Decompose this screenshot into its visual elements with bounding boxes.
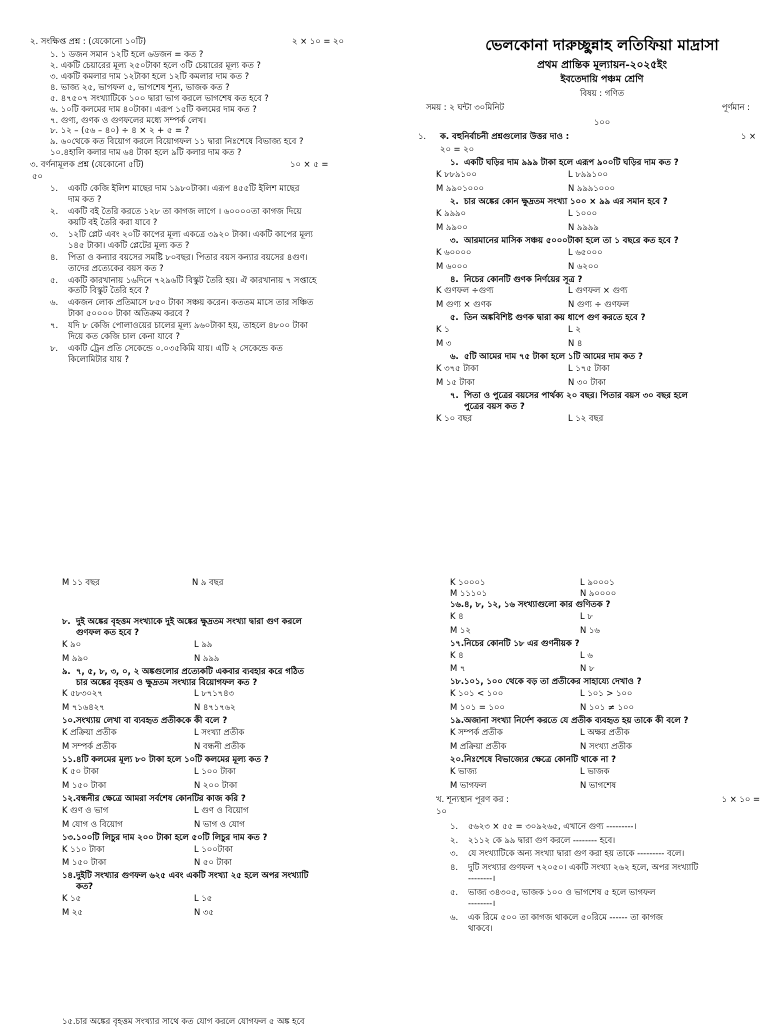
question-number: ৭.: [50, 320, 59, 331]
time-marks-row: [418, 102, 756, 114]
question-text-cont: তাদের প্রত্যেকের বয়স কত ?: [68, 262, 164, 273]
question-number: ২.: [50, 205, 59, 216]
question-text: একটি বই তৈরি করতে ১২৮ তা কাগজ লাগে । ৬০০০০তা কাগজ দিয়ে: [68, 205, 302, 216]
mcq-question: [450, 312, 756, 323]
question-text-cont: কয়টি বই তৈরি করা যাবে ?: [68, 216, 158, 227]
mcq-marks: ১ ×: [740, 131, 756, 142]
question-text: আরমানের মাসিক সঞ্চয় ৫০০০টাকা হলে তা ১ বছরে কত হবে ?: [464, 234, 679, 245]
question-number: ১৯.: [450, 715, 465, 726]
question-number: ৮.: [62, 615, 71, 626]
question-number: ৫.: [50, 274, 59, 285]
question-number: ৭.: [450, 389, 459, 400]
question-text: দুই অঙ্কের বৃহত্তম সংখ্যাকে দুই অঙ্কের ক্ষুদ্রতম সংখ্যা দ্বারা গুণ করলে: [76, 615, 302, 626]
fill-blank-list: [450, 821, 760, 934]
question-number: ১৩.: [62, 831, 77, 842]
question-text: যদি ৮ কেজি পোলাওয়ের চালের মূল্য ৯৬০টাকা হয়, তাহলে ৪৮০০ টাকা: [68, 320, 308, 331]
option-n: N ৯৯৯১০০০: [568, 183, 616, 194]
question-text: ২১১২ কে ৯৯ দ্বারা গুণ করলে -------- হবে।: [468, 834, 616, 845]
question-number: ৪.: [450, 862, 459, 873]
cut-off-question: ১৫.চার অঙ্কের বৃহত্তম সংখ্যার সাথে কত যোগ করলে যোগফল ৫ অঙ্ক হবে: [62, 1016, 305, 1026]
mcq-item: [450, 638, 760, 675]
mcq-options: [450, 688, 760, 713]
left-top-column: [30, 36, 360, 366]
institute-title: ভেলকোনা দারুচ্ছুন্নাহ লতিফিয়া মাদ্রাসা: [485, 36, 719, 54]
option-k: K ১৫: [62, 893, 82, 904]
descriptive-item: [50, 206, 360, 228]
option-l: L ১২ বছর: [568, 412, 604, 423]
descriptive-list: [50, 183, 360, 365]
question-text-cont: টাকা ৫০০০০ টাকা অতিক্রম করবে ?: [68, 308, 190, 319]
short-question-item: ১০.৪হালি কলার দাম ৬৪ টাকা হলে ৯টি কলার দাম কত ?: [50, 147, 242, 158]
question-text: যে সংখ্যাটিকে অন্য সংখ্যা দ্বারা গুণ করা হয় তাকে --------- বলে।: [468, 848, 685, 859]
mcq-question: [450, 157, 756, 168]
option-m: M গুণ্য × গুণক: [436, 299, 492, 310]
option-l: L ১০১ > ১০০: [580, 688, 633, 699]
option-m: M ২৫: [62, 907, 83, 918]
question-text: একটি ট্রেন প্রতি সেকেন্ডে ০.০৩৫কিমি যায়। এটি ২ সেকেন্ডে কত: [68, 343, 283, 354]
option-k: K ৯০: [62, 638, 82, 649]
option-m: M ১৫০ টাকা: [62, 857, 107, 868]
option-m: M ৯৯০১০০০: [436, 183, 484, 194]
class-title: ইবতেদায়ি পঞ্চম শ্রেণি: [560, 74, 644, 86]
mcq-item: [436, 157, 756, 194]
mcq-options: [436, 324, 756, 349]
mcq-options: [62, 688, 362, 713]
option-m: M ১২: [450, 624, 471, 635]
question-text: একটি কারখানায় ১৬দিনে ৭২৯৬টি বিস্কুট তৈরি হয়। ঐ কারখানায় ৭ সপ্তাহে: [68, 274, 317, 285]
option-m: M ৭: [450, 663, 466, 674]
carry-options: [62, 577, 362, 588]
option-k: K ৪: [450, 610, 464, 621]
option-n: N ৯৯৯: [194, 652, 220, 663]
question-number: ১.: [450, 157, 459, 168]
mcq-item: [436, 196, 756, 233]
option-n: N ভাগ ও যোগ: [194, 818, 245, 829]
descriptive-item: [50, 297, 360, 319]
question-number: ৩.: [450, 848, 459, 859]
option-n: N ৯ বছর: [192, 577, 224, 587]
question-number: ১.: [50, 183, 59, 194]
mcq-question: [62, 666, 362, 677]
mcq-item: [62, 832, 362, 869]
option-n: N ৮: [580, 663, 595, 674]
option-n: N ৯০০০০: [580, 587, 617, 598]
mcq-options: [450, 727, 760, 752]
mcq-question: [450, 196, 756, 207]
question-number: ৪.: [450, 273, 459, 284]
question-text-cont: ১৪৫ টাকা। একটি প্লেটের মূল্য কত ?: [68, 239, 190, 250]
option-k: K ৫৮৩০২৭: [62, 688, 103, 699]
option-m: M ৭১৬৪২৭: [62, 702, 105, 713]
question-number: ২.: [450, 196, 459, 207]
mcq-item: [436, 312, 756, 349]
short-question-item: ৭. গুণ্য, গুণক ও গুণফলের মধ্যে সম্পর্ক লেখ।: [50, 114, 207, 125]
option-m: M ৯৯০: [62, 652, 89, 663]
mcq-options: [62, 639, 362, 664]
mcq-question: [62, 793, 362, 804]
option-k: K ৪: [450, 649, 464, 660]
option-l: L ৬: [580, 649, 593, 660]
right-top-column: [418, 36, 756, 426]
short-question-item: ৮. ১২ – (৫৬ – ৪০) ÷ ৪ × ২ + ৫ = ?: [50, 125, 190, 136]
option-l: L সংখ্যা প্রতীক: [194, 727, 245, 738]
mcq-item: [62, 793, 362, 830]
mcq-options: [62, 844, 362, 869]
option-m: M ১১১০১: [450, 587, 488, 598]
question-text-cont: পুত্রের বয়স কত ?: [464, 400, 525, 411]
question-text-cont: কিলোমিটার যায় ?: [68, 353, 129, 364]
mcq-options: [436, 413, 756, 424]
fill-blank-item: [450, 821, 760, 832]
descriptive-item: [50, 252, 360, 274]
option-k: K সম্পর্ক প্রতীক: [450, 727, 503, 738]
mcq-list: [436, 157, 756, 423]
question-text-cont: দাম কত ?: [68, 194, 102, 205]
option-l: L ৯০০০১: [580, 577, 615, 587]
option-l: L ১০০টাকা: [194, 843, 233, 854]
fill-blank-item: [450, 887, 760, 909]
subject-label: বিষয় : গণিত: [580, 88, 624, 99]
question-number: ২.: [450, 834, 459, 845]
question-text: অজানা সংখ্যা নির্দেশ করতে যে প্রতীক ব্যবহৃত হয় তাকে কী বলে ?: [464, 715, 689, 726]
full-marks-value: ১০০: [593, 117, 611, 128]
question-text: নিচের কোনটি ১৮ এর গুণনীয়ক ?: [464, 637, 580, 648]
option-m: M ১০১ = ১০০: [450, 702, 505, 713]
option-l: L ১৫: [194, 893, 213, 904]
question-text: ৫টি আমের দাম ৭৫ টাকা হলে ১টি আমের দাম কত ?: [464, 351, 643, 362]
question-text: ৫৬২৩ × ৫৫ = ৩০৯২৬৫, এখানে গুণ্য ---------।: [468, 820, 637, 831]
option-m: M ৬০০০: [436, 260, 468, 271]
question-text: তিন অঙ্কবিশিষ্ট গুণক দ্বারা কয় ধাপে গুণ করতে হবে ?: [464, 312, 646, 323]
mcq-options: [62, 893, 362, 918]
question-text: সংখ্যায় লেখা বা ব্যবহৃত প্রতীককে কী বলে ?: [76, 715, 228, 726]
option-m: M ভাগফল: [450, 779, 487, 790]
fill-blank-marks-cont: ১০: [436, 805, 447, 816]
short-question-title: ২. সংক্ষিপ্ত প্রশ্ন : (যেকোনো ১০টি): [30, 36, 147, 46]
option-l: L ২: [568, 324, 581, 335]
option-m: M ১৫ টাকা: [436, 376, 475, 387]
descriptive-heading: [30, 159, 360, 171]
option-l: L ৯৯: [194, 638, 213, 649]
question-text-cont: --------।: [468, 898, 496, 909]
option-n: N ৬২০০: [568, 260, 599, 271]
question-number: ১৬.: [450, 598, 465, 609]
question-text: ৪, ৮, ১২, ১৬ সংখ্যাগুলো কার গুণিতক ?: [464, 598, 611, 609]
carry-options-right: [450, 577, 760, 599]
question-number: ৬.: [450, 351, 459, 362]
mcq-options: [62, 766, 362, 791]
question-number: ৬.: [50, 297, 59, 308]
question-text: বন্ধনীর ক্ষেত্রে আমরা সর্বশেষ কোনটির কাজ করি ?: [76, 792, 246, 803]
question-text: ভাজ্য ৩৪৩০৫, ভাজক ১০০ ও ভাগশেষ ৫ হলে ভাগফল: [468, 887, 656, 898]
mcq-options: [436, 169, 756, 194]
option-m: M যোগ ও বিয়োগ: [62, 818, 123, 829]
mcq-list-left: [62, 616, 362, 918]
option-n: N ৩০ টাকা: [568, 376, 606, 387]
mcq-marks-cont: ২০ = ২০: [440, 144, 475, 155]
mcq-item: [62, 870, 362, 918]
short-question-item: ৩. একটি কমলার দাম ১২টাকা হলে ১২টি কমলার দাম কত ?: [50, 70, 250, 81]
option-n: N ১৬: [580, 624, 600, 635]
option-k: K ৯৯৯০: [436, 207, 466, 218]
fill-blank-item: [450, 835, 760, 846]
option-m: M ১৫০ টাকা: [62, 779, 107, 790]
option-n: N ভাগশেষ: [580, 779, 617, 790]
descriptive-item: [50, 229, 360, 251]
descriptive-title: ৩. বর্ণনামূলক প্রশ্ন (যেকোনো ৫টি): [30, 159, 144, 170]
option-l: L ১০০০: [568, 207, 598, 218]
question-number: ১৪.: [62, 870, 77, 881]
mcq-question: [450, 638, 760, 649]
mcq-options: [436, 285, 756, 310]
question-text: একটি কেজি ইলিশ মাছের দাম ১৯৮০টাকা। এরূপ ৪৫৫টি ইলিশ মাছের: [68, 183, 300, 194]
mcq-options: [436, 363, 756, 388]
option-l: L গুণ ও বিয়োগ: [194, 804, 249, 815]
option-m: M সম্পর্ক প্রতীক: [62, 741, 117, 752]
fill-blank-item: [450, 848, 760, 859]
question-text-cont: --------।: [468, 873, 496, 884]
fill-blank-heading: [436, 794, 760, 806]
question-text-cont: কতটি বিস্কুট তৈরি হবে ?: [68, 285, 149, 296]
mcq-item: [436, 389, 756, 424]
option-k: K ৫০ টাকা: [62, 765, 99, 776]
short-question-item: ২. একটি চেয়ারের মূল্য ২৫০টাকা হলে ৩টি চেয়ারের মূল্য কত ?: [50, 59, 261, 70]
option-n: N ৫০ টাকা: [194, 857, 232, 868]
question-number: ৩.: [450, 234, 459, 245]
question-number: ৫.: [450, 312, 459, 323]
mcq-question: [450, 390, 756, 401]
mcq-question: [62, 870, 362, 881]
question-text: একটি ঘড়ির দাম ৯৯৯ টাকা হলে এরূপ ৯০০টি ঘড়ির দাম কত ?: [464, 157, 679, 168]
option-m: M ১১ বছর: [62, 577, 100, 587]
short-question-item: ৪. ভাজ্য ২৫, ভাগফল ৫, ভাগশেষ শূন্য, ভাজক কত ?: [50, 81, 230, 92]
question-text: নিঃশেষে বিভাজ্যের ক্ষেত্রে কোনটি থাকে না ?: [464, 753, 616, 764]
question-number: ৫.: [450, 887, 459, 898]
short-question-marks: ২ × ১০ = ২০: [292, 36, 344, 46]
descriptive-item: [50, 275, 360, 297]
mcq-item: [450, 599, 760, 636]
option-k: K ভাজ্য: [450, 765, 477, 776]
mcq-item: [62, 715, 362, 752]
mcq-question: [450, 235, 756, 246]
descriptive-item: [50, 183, 360, 205]
descriptive-marks-cont: ৫০: [32, 171, 43, 182]
question-number: ৯.: [62, 665, 71, 676]
question-text-cont: গুণফল কত হবে ?: [76, 626, 140, 637]
mcq-item: [62, 754, 362, 791]
mcq-question: [450, 274, 756, 285]
mcq-item: [62, 616, 362, 664]
question-number: ১৮.: [450, 676, 465, 687]
question-number: ১২.: [62, 792, 77, 803]
option-k: K ১: [436, 324, 450, 335]
question-text: দুইটি সংখ্যার গুণফল ৬২৫ এবং একটি সংখ্যা ২৫ হলে অপর সংখ্যাটি: [76, 870, 309, 881]
question-number: ৮.: [50, 343, 59, 354]
option-k: K গুণ ও ভাগ: [62, 804, 109, 815]
mcq-options: [450, 766, 760, 791]
question-number: ৪.: [50, 251, 59, 262]
question-number: ১৭.: [450, 637, 465, 648]
mcq-question: [62, 754, 362, 765]
question-text-cont: দিয়ে কত কেজি চাল কেনা যাবে ?: [68, 331, 180, 342]
short-question-item: ১. ১ ডজন সমান ১২টি হলে ৬ডজন = কত ?: [50, 49, 204, 59]
question-text: পিতা ও কন্যার বয়সের সমষ্টি ৮০বছর। পিতার বয়স কন্যার বয়সের ৪গুণ।: [68, 251, 308, 262]
mcq-question: [450, 676, 760, 687]
short-question-item: ৬. ১০টি কলমের দাম ৪০টাকা। এরূপ ১৫টি কলমের দাম কত ?: [50, 103, 257, 114]
question-text: ১০১, ১০০ থেকে বড় তা প্রতীকের সাহায্যে দেখাও ?: [464, 676, 642, 687]
question-text: এক রিমে ৫০০ তা কাগজ থাকলে ৫০রিমে ------ তা কাগজ: [468, 912, 663, 923]
question-number: ১১.: [62, 754, 77, 765]
fill-blank-marks: ১ × ১০ =: [721, 793, 760, 804]
fill-blank-title: খ. শূন্যস্থান পূরণ কর :: [436, 793, 509, 804]
mcq-options: [436, 247, 756, 272]
question-text-cont: থাকবে।: [468, 922, 493, 933]
mcq-item: [450, 715, 760, 752]
time-label: সময় : ২ ঘন্টা ৩০মিনিট: [426, 102, 505, 113]
mcq-options: [436, 208, 756, 233]
question-number: ৬.: [450, 912, 459, 923]
mcq-question: [450, 351, 756, 362]
mcq-item: [436, 234, 756, 272]
descriptive-item: [50, 320, 360, 342]
exam-title: প্রথম প্রান্তিক মূল্যায়ন-২০২৫ইং: [536, 58, 668, 71]
mcq-options: [62, 805, 362, 830]
mcq-heading: [418, 131, 756, 143]
mcq-list-right: [450, 599, 760, 791]
short-question-heading: [30, 36, 360, 48]
mcq-question: [62, 832, 362, 843]
mcq-item: [450, 754, 760, 791]
option-l: L ৬৫০০০: [568, 246, 603, 257]
option-n: N ১০১ ≠ ১০০: [580, 702, 634, 713]
mcq-question: [450, 754, 760, 765]
full-marks-label: পূর্ণমান :: [721, 102, 750, 113]
short-question-list: [50, 49, 360, 158]
mcq-question: [62, 715, 362, 726]
mcq-options: [450, 650, 760, 675]
option-l: L ৮: [580, 610, 593, 621]
question-text: ১২টি প্লেট এবং ২০টি কাপের মূল্য একত্রে ৩৯২০ টাকা। একটি কাপের মূল্য: [68, 228, 313, 239]
option-l: L গুণফল × গুণ্য: [568, 285, 628, 296]
option-l: L ৮৯৯১০০: [568, 169, 608, 180]
left-bottom-column: [62, 577, 362, 920]
mcq-question: [450, 715, 760, 726]
descriptive-item: [50, 343, 360, 365]
option-k: K ৮৮৯১০০: [436, 169, 477, 180]
question-text: দুটি সংখ্যার গুণফল ৭২০৫০। একটি সংখ্যা ২৬২ হলে, অপর সংখ্যাটি: [468, 862, 699, 873]
option-n: N বন্ধনী প্রতীক: [194, 741, 246, 752]
question-text: ১০০টি লিচুর দাম ২০০ টাকা হলে ৫০টি লিচুর দাম কত ?: [76, 831, 268, 842]
option-n: N ৯৯৯৯: [568, 221, 599, 232]
question-text: চার অঙ্কের কোন ক্ষুদ্রতম সংখ্যা ১০০ × ৯৯ এর সমান হবে ?: [464, 196, 668, 207]
fill-blank-item: [450, 862, 760, 884]
short-question-item: ৯. ৬০থেকে কত বিয়োগ করলে বিয়োগফল ১১ দ্বারা নিঃশেষে বিভাজ্য হবে ?: [50, 136, 304, 147]
option-k: K প্রক্রিয়া প্রতীক: [62, 727, 117, 738]
option-k: K ৩৭৫ টাকা: [436, 363, 479, 373]
mcq-item: [436, 351, 756, 388]
question-number: ৩.: [50, 228, 59, 239]
mcq-item: [436, 273, 756, 311]
question-text-cont: কত?: [76, 881, 94, 892]
mcq-item: [450, 676, 760, 713]
mcq-question: [450, 599, 760, 610]
question-text: ৪টি কলমের মূল্য ৮০ টাকা হলে ১০টি কলমের মূল্য কত ?: [76, 754, 269, 765]
question-number: ২০.: [450, 753, 465, 764]
option-n: N ৪৭১৭৬২: [194, 702, 236, 713]
question-text: নিচের কোনটি গুণক নির্ণয়ের সূত্র ?: [464, 273, 583, 284]
option-k: K ১০ বছর: [436, 412, 473, 423]
option-l: L ১৭৫ টাকা: [568, 363, 610, 373]
option-n: N গুণ্য ÷ গুণফল: [568, 299, 630, 310]
short-question-item: ৫. ৪৭৫০৭ সংখ্যাটিকে ১০০ দ্বারা ভাগ করলে ভাগশেষ কত হবে ?: [50, 92, 269, 103]
section-number: ১.: [418, 131, 427, 142]
mcq-question: [62, 616, 362, 627]
mcq-item: [62, 666, 362, 714]
question-number: ১০.: [62, 715, 77, 726]
mcq-options: [62, 727, 362, 752]
question-text: ৭, ৫, ৮, ৩, ০, ২ অঙ্কগুলোর প্রত্যেকটি একবার ব্যবহার করে গঠিত: [76, 665, 304, 676]
option-n: N সংখ্যা প্রতীক: [580, 740, 632, 751]
option-k: K গুণফল ÷গুণ্য: [436, 285, 494, 296]
fill-blank-item: [450, 912, 760, 934]
question-text: পিতা ও পুত্রের বয়সের পার্থক্য ২০ বছর। পিতার বয়স ৩০ বছর হলে: [464, 389, 688, 400]
question-text-cont: চার অঙ্কের বৃহত্তম ও ক্ষুদ্রতম সংখ্যার বিয়োগফল কত ?: [76, 676, 258, 687]
option-l: L অক্ষর প্রতীক: [580, 727, 630, 738]
option-n: N ৪: [568, 338, 583, 349]
question-text: একজন লোক প্রতিমাসে ৮৫০ টাকা সঞ্চয় করেন। কততম মাসে তার সঞ্চিত: [68, 297, 314, 308]
descriptive-marks: ১০ × ৫ =: [290, 159, 329, 170]
option-k: K ১১০ টাকা: [62, 843, 105, 854]
option-m: M ৩: [436, 338, 452, 349]
option-k: K ১০০০১: [450, 577, 486, 587]
question-number: ১.: [450, 820, 459, 831]
option-l: L ৮৭১৭৪৩: [194, 688, 234, 699]
option-l: L ১০০ টাকা: [194, 765, 236, 776]
option-m: M ৯৯০০: [436, 221, 468, 232]
option-n: N ২০০ টাকা: [194, 779, 238, 790]
option-l: L ভাজক: [580, 765, 610, 776]
right-bottom-column: [436, 577, 760, 937]
option-m: M প্রক্রিয়া প্রতীক: [450, 740, 507, 751]
mcq-options: [450, 611, 760, 636]
option-n: N ৩৫: [194, 907, 214, 918]
option-k: K ৬০০০০: [436, 246, 472, 257]
option-k: K ১০১ < ১০০: [450, 688, 504, 699]
mcq-heading-text: ক. বহুনির্বাচনী প্রশ্নগুলোর উত্তর দাও :: [440, 131, 570, 142]
